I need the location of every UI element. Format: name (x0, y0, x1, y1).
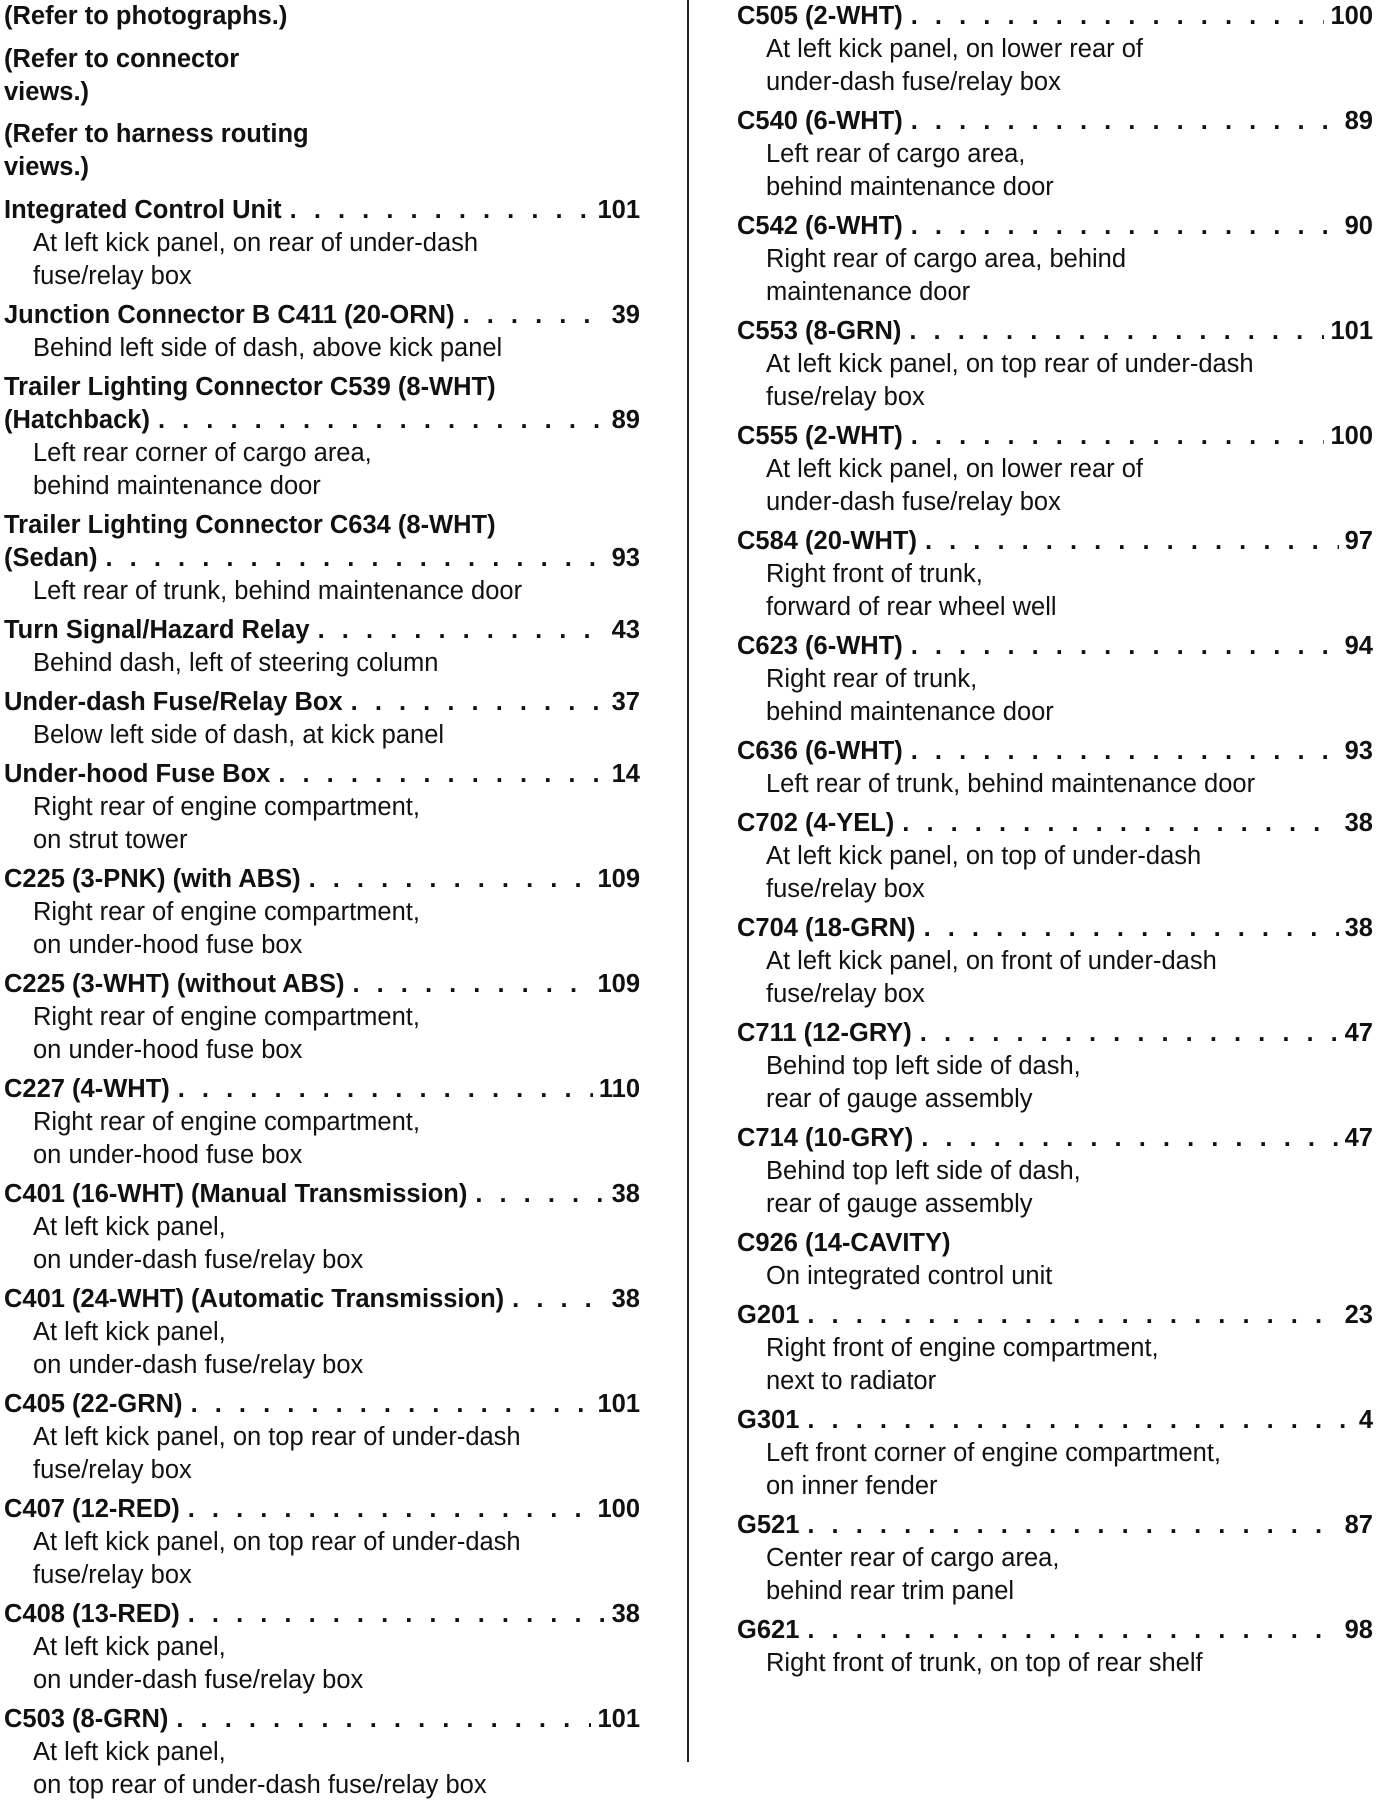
index-entry (737, 525, 1373, 624)
entry-location (737, 453, 1373, 519)
location-line: At left kick panel, on top rear of under-dash (33, 1527, 521, 1556)
index-entry (737, 1017, 1373, 1116)
entry-location (4, 1211, 640, 1277)
location-line: On integrated control unit (766, 1262, 1053, 1290)
index-entry (737, 735, 1373, 801)
entry-title-line (737, 807, 1373, 840)
index-entry (737, 807, 1373, 906)
location-line: At left kick panel, on top of under-dash (766, 842, 1202, 870)
leader-dots (188, 1598, 606, 1631)
entry-location (737, 348, 1373, 414)
location-line: rear of gauge assembly (766, 1085, 1033, 1113)
leader-dots (807, 1404, 1352, 1437)
entry-location (4, 719, 640, 752)
location-line: At left kick panel, on lower rear of (766, 455, 1144, 483)
entry-location (4, 1106, 640, 1172)
reference-line: (Refer to photographs.) (4, 2, 288, 30)
entry-title-line (4, 1388, 640, 1421)
leader-dots (911, 105, 1339, 138)
page-number: 100 (1330, 2, 1373, 30)
location-line: At left kick panel, on lower rear of (766, 35, 1144, 63)
entry-title: G201 (737, 1301, 800, 1329)
index-entry (737, 1299, 1373, 1398)
entry-title: Integrated Control Unit (4, 195, 282, 224)
page-number: 47 (1344, 1019, 1373, 1047)
entry-title-line (737, 1227, 1373, 1260)
leader-dots (911, 0, 1325, 33)
entry-title: G621 (737, 1616, 800, 1644)
location-line: At left kick panel, (33, 1632, 226, 1661)
right-column (737, 0, 1373, 1686)
entry-title: C401 (24-WHT) (Automatic Transmission) (4, 1284, 505, 1313)
location-line: forward of rear wheel well (766, 593, 1057, 621)
leader-dots (191, 1388, 592, 1421)
page-number: 14 (611, 759, 640, 788)
entry-title: C555 (2-WHT) (737, 422, 903, 450)
page-number: 109 (597, 864, 640, 893)
reference-notes (4, 0, 640, 184)
entry-title-line (4, 509, 640, 542)
left-column (4, 0, 640, 1808)
index-entry (737, 420, 1373, 519)
reference-line: (Refer to harness routing (4, 120, 309, 148)
entry-title-line (737, 1404, 1373, 1437)
leader-dots (106, 542, 606, 575)
location-line: fuse/relay box (766, 980, 925, 1008)
page-number: 101 (1330, 317, 1373, 345)
entry-title: C553 (8-GRN) (737, 317, 902, 345)
page-number: 38 (611, 1284, 640, 1313)
entry-title: C227 (4-WHT) (4, 1074, 170, 1103)
entry-title: C407 (12-RED) (4, 1494, 180, 1523)
index-entry (4, 1703, 640, 1802)
entry-title: C714 (10-GRY) (737, 1124, 914, 1152)
page-number: 38 (1344, 809, 1373, 837)
entry-title-line (4, 614, 640, 647)
entry-title: Junction Connector B C411 (20-ORN) (4, 300, 455, 329)
page-number: 4 (1358, 1406, 1373, 1434)
entry-title-line (737, 1614, 1373, 1647)
entry-title-line (4, 968, 640, 1001)
entry-location (4, 437, 640, 503)
entry-location (4, 1421, 640, 1487)
leader-dots (911, 630, 1339, 663)
entry-title: (Sedan) (4, 543, 98, 572)
location-line: on inner fender (766, 1472, 938, 1500)
location-line: on under-hood fuse box (33, 1035, 303, 1064)
page-number: 94 (1344, 632, 1373, 660)
entry-location (4, 227, 640, 293)
entry-title-line (737, 210, 1373, 243)
index-entry (4, 758, 640, 857)
index-entry (737, 912, 1373, 1011)
index-entry (4, 509, 640, 608)
leader-dots (178, 1073, 593, 1106)
entry-title: C503 (8-GRN) (4, 1704, 169, 1733)
leader-dots (290, 194, 592, 227)
location-line: Right front of trunk, (766, 560, 983, 588)
location-line: At left kick panel, on top rear of under-dash (33, 1422, 521, 1451)
location-line: behind maintenance door (766, 173, 1054, 201)
component-index-list (737, 0, 1373, 1680)
page-number: 87 (1344, 1511, 1373, 1539)
index-entry (4, 1178, 640, 1277)
column-divider (687, 0, 689, 1762)
location-line: behind maintenance door (33, 471, 321, 500)
location-line: on top rear of under-dash fuse/relay box (33, 1770, 487, 1799)
entry-title: C623 (6-WHT) (737, 632, 903, 660)
entry-title-line (4, 1493, 640, 1526)
page-number: 39 (611, 300, 640, 329)
page-number: 110 (598, 1074, 640, 1103)
entry-title: Under-dash Fuse/Relay Box (4, 687, 343, 716)
leader-dots (351, 686, 606, 719)
index-entry (737, 105, 1373, 204)
index-entry (737, 1404, 1373, 1503)
location-line: Right rear of cargo area, behind (766, 245, 1127, 273)
entry-location (737, 1542, 1373, 1608)
index-entry (4, 194, 640, 293)
location-line: fuse/relay box (33, 1560, 192, 1589)
index-entry (737, 630, 1373, 729)
location-line: behind rear trim panel (766, 1577, 1015, 1605)
entry-title-line (4, 686, 640, 719)
entry-title-line (4, 1073, 640, 1106)
location-line: Right rear of trunk, (766, 665, 978, 693)
entry-location (4, 647, 640, 680)
index-entry (4, 614, 640, 680)
entry-title-line (737, 105, 1373, 138)
location-line: Right front of engine compartment, (766, 1334, 1159, 1362)
component-index-list (4, 194, 640, 1802)
page-number: 90 (1344, 212, 1373, 240)
leader-dots (921, 1122, 1338, 1155)
index-entry (737, 1509, 1373, 1608)
entry-title: Under-hood Fuse Box (4, 759, 271, 788)
reference-note (4, 0, 640, 33)
entry-location (737, 1437, 1373, 1503)
entry-title: C405 (22-GRN) (4, 1389, 183, 1418)
entry-title: Turn Signal/Hazard Relay (4, 615, 310, 644)
leader-dots (909, 315, 1324, 348)
location-line: Behind top left side of dash, (766, 1052, 1081, 1080)
entry-title-line (737, 420, 1373, 453)
entry-title-line (4, 1283, 640, 1316)
entry-title: Trailer Lighting Connector C539 (8-WHT) (4, 372, 496, 401)
entry-title: C225 (3-PNK) (with ABS) (4, 864, 301, 893)
page-number: 38 (611, 1179, 640, 1208)
entry-location (4, 896, 640, 962)
index-entry (4, 1493, 640, 1592)
entry-location (4, 1736, 640, 1802)
location-line: fuse/relay box (766, 875, 925, 903)
entry-location (737, 138, 1373, 204)
index-entry (737, 1122, 1373, 1221)
entry-location (737, 945, 1373, 1011)
location-line: Behind left side of dash, above kick panel (33, 333, 503, 362)
entry-title: C540 (6-WHT) (737, 107, 903, 135)
location-line: maintenance door (766, 278, 971, 306)
leader-dots (807, 1299, 1338, 1332)
location-line: fuse/relay box (33, 1455, 192, 1484)
location-line: next to radiator (766, 1367, 937, 1395)
entry-location (737, 663, 1373, 729)
index-entry (4, 371, 640, 503)
entry-title-line (737, 912, 1373, 945)
leader-dots (512, 1283, 605, 1316)
entry-location (737, 840, 1373, 906)
reference-line: (Refer to connector (4, 44, 240, 73)
entry-location (737, 1155, 1373, 1221)
location-line: Behind dash, left of steering column (33, 648, 439, 677)
location-line: Left front corner of engine compartment, (766, 1439, 1221, 1467)
entry-title-line (737, 1509, 1373, 1542)
leader-dots (318, 614, 606, 647)
page-number: 89 (1344, 107, 1373, 135)
page-number: 101 (597, 1389, 640, 1418)
entry-title-line (4, 371, 640, 404)
page-number: 43 (611, 615, 640, 644)
page-number: 47 (1344, 1124, 1373, 1152)
entry-title-line (737, 630, 1373, 663)
location-line: At left kick panel, (33, 1212, 226, 1241)
leader-dots (463, 299, 606, 332)
location-line: Center rear of cargo area, (766, 1544, 1060, 1572)
entry-title: (Hatchback) (4, 405, 150, 434)
entry-location (4, 1526, 640, 1592)
leader-dots (309, 863, 592, 896)
location-line: Left rear corner of cargo area, (33, 438, 372, 467)
page-number: 37 (611, 687, 640, 716)
index-entry (4, 968, 640, 1067)
reference-note (4, 43, 640, 109)
entry-location (737, 1332, 1373, 1398)
entry-title: G521 (737, 1511, 800, 1539)
page-number: 93 (611, 543, 640, 572)
location-line: fuse/relay box (766, 383, 925, 411)
page-number: 109 (597, 969, 640, 998)
location-line: on under-hood fuse box (33, 930, 303, 959)
index-entry (4, 863, 640, 962)
location-line: Below left side of dash, at kick panel (33, 720, 445, 749)
entry-title-line (4, 863, 640, 896)
page-number: 100 (1330, 422, 1373, 450)
index-entry (4, 1073, 640, 1172)
entry-title-line (4, 1703, 640, 1736)
index-entry (4, 1283, 640, 1382)
entry-location (4, 575, 640, 608)
entry-location (737, 1260, 1373, 1293)
page-number: 101 (597, 1704, 640, 1733)
entry-title-line (737, 1299, 1373, 1332)
location-line: Left rear of cargo area, (766, 140, 1026, 168)
location-line: on under-hood fuse box (33, 1140, 303, 1169)
page-number: 38 (611, 1599, 640, 1628)
page-number: 93 (1344, 737, 1373, 765)
entry-title-line (4, 404, 640, 437)
reference-line: views.) (4, 153, 90, 181)
entry-title: C225 (3-WHT) (without ABS) (4, 969, 345, 998)
entry-title: C408 (13-RED) (4, 1599, 180, 1628)
page-number: 89 (611, 405, 640, 434)
page-number: 97 (1344, 527, 1373, 555)
entry-title: C401 (16-WHT) (Manual Transmission) (4, 1179, 468, 1208)
entry-title-line (4, 194, 640, 227)
entry-location (4, 1631, 640, 1697)
index-entry (737, 210, 1373, 309)
entry-title-line (4, 299, 640, 332)
leader-dots (475, 1178, 605, 1211)
entry-location (4, 1001, 640, 1067)
location-line: rear of gauge assembly (766, 1190, 1033, 1218)
location-line: on under-dash fuse/relay box (33, 1245, 364, 1274)
leader-dots (807, 1614, 1338, 1647)
location-line: At left kick panel, (33, 1317, 226, 1346)
index-entry (737, 0, 1373, 99)
location-line: Left rear of trunk, behind maintenance door (33, 576, 523, 605)
location-line: on under-dash fuse/relay box (33, 1350, 364, 1379)
location-line: on under-dash fuse/relay box (33, 1665, 364, 1694)
location-line: behind maintenance door (766, 698, 1054, 726)
entry-title: C702 (4-YEL) (737, 809, 895, 837)
location-line: At left kick panel, on front of under-dash (766, 947, 1217, 975)
entry-title: C711 (12-GRY) (737, 1019, 912, 1047)
entry-title-line (737, 735, 1373, 768)
entry-title-line (737, 1122, 1373, 1155)
location-line: on strut tower (33, 825, 188, 854)
page-number: 101 (597, 195, 640, 224)
entry-location (737, 243, 1373, 309)
entry-location (4, 332, 640, 365)
index-entry (4, 1388, 640, 1487)
entry-title-line (737, 525, 1373, 558)
index-entry (737, 1227, 1373, 1293)
entry-title: C542 (6-WHT) (737, 212, 903, 240)
leader-dots (278, 758, 605, 791)
entry-title: C926 (14-CAVITY) (737, 1229, 951, 1257)
reference-line: views.) (4, 77, 90, 106)
index-entry (4, 686, 640, 752)
entry-title: C704 (18-GRN) (737, 914, 916, 942)
location-line: Behind top left side of dash, (766, 1157, 1081, 1185)
entry-title-line (4, 1178, 640, 1211)
index-entry (4, 1598, 640, 1697)
location-line: fuse/relay box (33, 261, 192, 290)
location-line: Right rear of engine compartment, (33, 897, 420, 926)
leader-dots (352, 968, 591, 1001)
entry-title-line (737, 1017, 1373, 1050)
leader-dots (158, 404, 606, 437)
location-line: At left kick panel, on top rear of under-dash (766, 350, 1254, 378)
entry-title-line (4, 1598, 640, 1631)
entry-location (737, 558, 1373, 624)
leader-dots (176, 1703, 591, 1736)
location-line: Right rear of engine compartment, (33, 1002, 420, 1031)
entry-title-line (4, 542, 640, 575)
leader-dots (188, 1493, 592, 1526)
entry-location (4, 791, 640, 857)
entry-location (4, 1316, 640, 1382)
page-number: 38 (1344, 914, 1373, 942)
page-number: 100 (597, 1494, 640, 1523)
entry-title: Trailer Lighting Connector C634 (8-WHT) (4, 510, 496, 539)
location-line: Right rear of engine compartment, (33, 792, 420, 821)
entry-title-line (737, 0, 1373, 33)
entry-location (737, 1647, 1373, 1680)
entry-location (737, 768, 1373, 801)
index-entry (737, 315, 1373, 414)
leader-dots (911, 420, 1325, 453)
leader-dots (920, 1017, 1339, 1050)
page-number: 23 (1344, 1301, 1373, 1329)
location-line: Right rear of engine compartment, (33, 1107, 420, 1136)
location-line: under-dash fuse/relay box (766, 488, 1061, 516)
entry-title: C584 (20-WHT) (737, 527, 917, 555)
location-line: At left kick panel, (33, 1737, 226, 1766)
reference-note (4, 118, 640, 184)
location-line: At left kick panel, on rear of under-dash (33, 228, 479, 257)
entry-title: C636 (6-WHT) (737, 737, 903, 765)
entry-title: G301 (737, 1406, 800, 1434)
index-entry (737, 1614, 1373, 1680)
entry-title-line (737, 315, 1373, 348)
leader-dots (902, 807, 1338, 840)
leader-dots (924, 912, 1339, 945)
index-entry (4, 299, 640, 365)
leader-dots (911, 210, 1339, 243)
entry-title-line (4, 758, 640, 791)
leader-dots (911, 735, 1339, 768)
page-number: 98 (1344, 1616, 1373, 1644)
entry-location (737, 1050, 1373, 1116)
location-line: Right front of trunk, on top of rear shelf (766, 1649, 1203, 1677)
location-line: Left rear of trunk, behind maintenance door (766, 770, 1256, 798)
leader-dots (925, 525, 1339, 558)
leader-dots (807, 1509, 1338, 1542)
location-line: under-dash fuse/relay box (766, 68, 1061, 96)
entry-location (737, 33, 1373, 99)
entry-title: C505 (2-WHT) (737, 2, 903, 30)
